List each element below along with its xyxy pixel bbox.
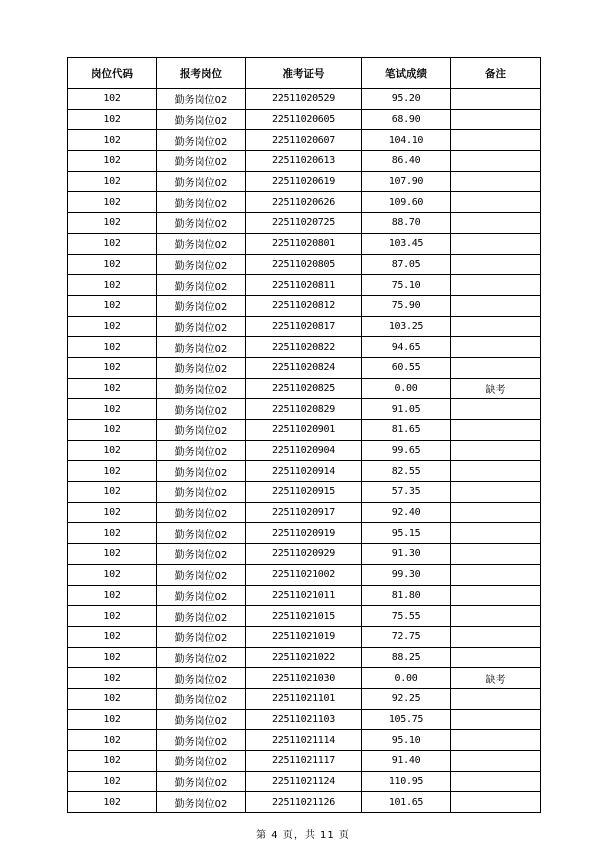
table-row	[68, 730, 541, 751]
cell-remarks	[451, 688, 541, 709]
cell-applied-position: 勤务岗位02	[157, 461, 246, 482]
cell-applied-position: 勤务岗位02	[157, 275, 246, 296]
cell-remarks	[451, 709, 541, 730]
table-row	[68, 130, 541, 151]
cell-admission-number: 22511020801	[246, 233, 362, 254]
cell-admission-number: 22511020825	[246, 378, 362, 399]
cell-applied-position: 勤务岗位02	[157, 130, 246, 151]
cell-applied-position: 勤务岗位02	[157, 295, 246, 316]
page-number-footer: 第 4 页，共 11 页	[256, 830, 350, 841]
cell-remarks: 缺考	[451, 668, 541, 689]
table-row	[68, 357, 541, 378]
cell-written-score: 81.80	[362, 585, 451, 606]
cell-remarks	[451, 771, 541, 792]
header-remarks: 备注	[451, 58, 541, 89]
cell-admission-number: 22511020817	[246, 316, 362, 337]
cell-written-score: 104.10	[362, 130, 451, 151]
cell-written-score: 95.15	[362, 523, 451, 544]
cell-admission-number: 22511020929	[246, 544, 362, 565]
cell-position-code: 102	[68, 688, 157, 709]
cell-remarks: 缺考	[451, 378, 541, 399]
cell-applied-position: 勤务岗位02	[157, 378, 246, 399]
cell-applied-position: 勤务岗位02	[157, 109, 246, 130]
cell-position-code: 102	[68, 502, 157, 523]
cell-remarks	[451, 89, 541, 110]
cell-written-score: 57.35	[362, 482, 451, 503]
cell-written-score: 94.65	[362, 337, 451, 358]
cell-applied-position: 勤务岗位02	[157, 192, 246, 213]
exam-scores-table	[67, 57, 541, 813]
cell-position-code: 102	[68, 275, 157, 296]
cell-position-code: 102	[68, 316, 157, 337]
cell-written-score: 92.25	[362, 688, 451, 709]
cell-written-score: 99.30	[362, 564, 451, 585]
cell-applied-position: 勤务岗位02	[157, 751, 246, 772]
cell-admission-number: 22511020901	[246, 420, 362, 441]
cell-position-code: 102	[68, 89, 157, 110]
table-row	[68, 440, 541, 461]
cell-applied-position: 勤务岗位02	[157, 89, 246, 110]
cell-applied-position: 勤务岗位02	[157, 688, 246, 709]
table-row	[68, 399, 541, 420]
cell-admission-number: 22511020605	[246, 109, 362, 130]
cell-position-code: 102	[68, 668, 157, 689]
cell-admission-number: 22511020915	[246, 482, 362, 503]
cell-written-score: 82.55	[362, 461, 451, 482]
table-row	[68, 544, 541, 565]
cell-remarks	[451, 626, 541, 647]
table-body	[68, 89, 541, 813]
cell-admission-number: 22511021117	[246, 751, 362, 772]
cell-written-score: 95.20	[362, 89, 451, 110]
cell-applied-position: 勤务岗位02	[157, 709, 246, 730]
table-row	[68, 295, 541, 316]
table-row	[68, 89, 541, 110]
cell-written-score: 87.05	[362, 254, 451, 275]
cell-written-score: 86.40	[362, 151, 451, 172]
cell-position-code: 102	[68, 440, 157, 461]
cell-admission-number: 22511020811	[246, 275, 362, 296]
cell-admission-number: 22511020917	[246, 502, 362, 523]
header-admission-number: 准考证号	[246, 58, 362, 89]
table-row	[68, 771, 541, 792]
cell-remarks	[451, 420, 541, 441]
cell-remarks	[451, 523, 541, 544]
table-row	[68, 564, 541, 585]
cell-written-score: 75.10	[362, 275, 451, 296]
cell-remarks	[451, 585, 541, 606]
cell-remarks	[451, 254, 541, 275]
table-row	[68, 626, 541, 647]
cell-applied-position: 勤务岗位02	[157, 730, 246, 751]
table-row	[68, 523, 541, 544]
table-row	[68, 275, 541, 296]
cell-remarks	[451, 461, 541, 482]
cell-written-score: 75.90	[362, 295, 451, 316]
cell-position-code: 102	[68, 109, 157, 130]
cell-applied-position: 勤务岗位02	[157, 337, 246, 358]
cell-admission-number: 22511021011	[246, 585, 362, 606]
cell-remarks	[451, 151, 541, 172]
cell-position-code: 102	[68, 564, 157, 585]
cell-written-score: 95.10	[362, 730, 451, 751]
table-row	[68, 378, 541, 399]
cell-position-code: 102	[68, 647, 157, 668]
cell-admission-number: 22511021124	[246, 771, 362, 792]
cell-remarks	[451, 647, 541, 668]
cell-written-score: 109.60	[362, 192, 451, 213]
cell-applied-position: 勤务岗位02	[157, 482, 246, 503]
cell-position-code: 102	[68, 606, 157, 627]
cell-remarks	[451, 544, 541, 565]
cell-written-score: 72.75	[362, 626, 451, 647]
cell-applied-position: 勤务岗位02	[157, 399, 246, 420]
cell-position-code: 102	[68, 130, 157, 151]
cell-position-code: 102	[68, 357, 157, 378]
cell-admission-number: 22511020725	[246, 213, 362, 234]
table-row	[68, 254, 541, 275]
cell-position-code: 102	[68, 771, 157, 792]
cell-applied-position: 勤务岗位02	[157, 606, 246, 627]
cell-admission-number: 22511020829	[246, 399, 362, 420]
cell-position-code: 102	[68, 171, 157, 192]
cell-applied-position: 勤务岗位02	[157, 544, 246, 565]
header-written-score: 笔试成绩	[362, 58, 451, 89]
cell-remarks	[451, 337, 541, 358]
cell-written-score: 107.90	[362, 171, 451, 192]
cell-position-code: 102	[68, 213, 157, 234]
cell-applied-position: 勤务岗位02	[157, 668, 246, 689]
cell-admission-number: 22511020812	[246, 295, 362, 316]
cell-position-code: 102	[68, 730, 157, 751]
cell-remarks	[451, 606, 541, 627]
cell-applied-position: 勤务岗位02	[157, 254, 246, 275]
cell-written-score: 91.05	[362, 399, 451, 420]
table-header-row	[68, 58, 541, 89]
cell-written-score: 101.65	[362, 792, 451, 813]
cell-applied-position: 勤务岗位02	[157, 771, 246, 792]
cell-position-code: 102	[68, 792, 157, 813]
cell-admission-number: 22511020914	[246, 461, 362, 482]
cell-admission-number: 22511020626	[246, 192, 362, 213]
cell-written-score: 99.65	[362, 440, 451, 461]
cell-remarks	[451, 192, 541, 213]
cell-written-score: 81.65	[362, 420, 451, 441]
table-row	[68, 151, 541, 172]
table-row	[68, 709, 541, 730]
cell-written-score: 110.95	[362, 771, 451, 792]
table-row	[68, 606, 541, 627]
cell-remarks	[451, 295, 541, 316]
cell-position-code: 102	[68, 751, 157, 772]
cell-position-code: 102	[68, 482, 157, 503]
table-row	[68, 192, 541, 213]
cell-remarks	[451, 275, 541, 296]
cell-written-score: 60.55	[362, 357, 451, 378]
cell-applied-position: 勤务岗位02	[157, 585, 246, 606]
header-position-code: 岗位代码	[68, 58, 157, 89]
cell-written-score: 91.30	[362, 544, 451, 565]
cell-remarks	[451, 751, 541, 772]
cell-remarks	[451, 440, 541, 461]
cell-admission-number: 22511020919	[246, 523, 362, 544]
cell-position-code: 102	[68, 626, 157, 647]
table-row	[68, 751, 541, 772]
cell-remarks	[451, 109, 541, 130]
cell-remarks	[451, 316, 541, 337]
cell-written-score: 92.40	[362, 502, 451, 523]
cell-admission-number: 22511021114	[246, 730, 362, 751]
cell-written-score: 88.25	[362, 647, 451, 668]
cell-applied-position: 勤务岗位02	[157, 151, 246, 172]
table-row	[68, 461, 541, 482]
cell-admission-number: 22511021022	[246, 647, 362, 668]
cell-remarks	[451, 730, 541, 751]
cell-position-code: 102	[68, 295, 157, 316]
cell-remarks	[451, 399, 541, 420]
cell-written-score: 0.00	[362, 668, 451, 689]
cell-position-code: 102	[68, 151, 157, 172]
header-applied-position: 报考岗位	[157, 58, 246, 89]
cell-admission-number: 22511020529	[246, 89, 362, 110]
cell-position-code: 102	[68, 523, 157, 544]
table-row	[68, 233, 541, 254]
cell-admission-number: 22511020619	[246, 171, 362, 192]
cell-written-score: 0.00	[362, 378, 451, 399]
table-row	[68, 316, 541, 337]
cell-position-code: 102	[68, 585, 157, 606]
cell-written-score: 91.40	[362, 751, 451, 772]
cell-position-code: 102	[68, 337, 157, 358]
cell-admission-number: 22511021101	[246, 688, 362, 709]
cell-admission-number: 22511021002	[246, 564, 362, 585]
table-row	[68, 420, 541, 441]
cell-written-score: 103.25	[362, 316, 451, 337]
cell-remarks	[451, 564, 541, 585]
cell-applied-position: 勤务岗位02	[157, 502, 246, 523]
cell-remarks	[451, 171, 541, 192]
table-row	[68, 668, 541, 689]
cell-position-code: 102	[68, 709, 157, 730]
cell-position-code: 102	[68, 420, 157, 441]
table-row	[68, 585, 541, 606]
cell-admission-number: 22511021030	[246, 668, 362, 689]
cell-applied-position: 勤务岗位02	[157, 213, 246, 234]
cell-remarks	[451, 482, 541, 503]
cell-written-score: 105.75	[362, 709, 451, 730]
table-row	[68, 502, 541, 523]
cell-applied-position: 勤务岗位02	[157, 647, 246, 668]
cell-applied-position: 勤务岗位02	[157, 626, 246, 647]
cell-written-score: 88.70	[362, 213, 451, 234]
cell-applied-position: 勤务岗位02	[157, 792, 246, 813]
table-row	[68, 109, 541, 130]
cell-applied-position: 勤务岗位02	[157, 564, 246, 585]
cell-position-code: 102	[68, 192, 157, 213]
cell-remarks	[451, 357, 541, 378]
cell-admission-number: 22511020607	[246, 130, 362, 151]
cell-admission-number: 22511020824	[246, 357, 362, 378]
table-row	[68, 792, 541, 813]
cell-applied-position: 勤务岗位02	[157, 233, 246, 254]
cell-position-code: 102	[68, 544, 157, 565]
cell-admission-number: 22511020904	[246, 440, 362, 461]
cell-admission-number: 22511021015	[246, 606, 362, 627]
cell-position-code: 102	[68, 233, 157, 254]
cell-admission-number: 22511021103	[246, 709, 362, 730]
cell-admission-number: 22511021126	[246, 792, 362, 813]
cell-remarks	[451, 213, 541, 234]
table-row	[68, 482, 541, 503]
table-row	[68, 171, 541, 192]
table-row	[68, 213, 541, 234]
cell-admission-number: 22511020805	[246, 254, 362, 275]
cell-admission-number: 22511020822	[246, 337, 362, 358]
cell-admission-number: 22511021019	[246, 626, 362, 647]
cell-applied-position: 勤务岗位02	[157, 171, 246, 192]
cell-position-code: 102	[68, 399, 157, 420]
cell-written-score: 75.55	[362, 606, 451, 627]
cell-applied-position: 勤务岗位02	[157, 420, 246, 441]
cell-applied-position: 勤务岗位02	[157, 316, 246, 337]
cell-written-score: 68.90	[362, 109, 451, 130]
cell-remarks	[451, 233, 541, 254]
cell-position-code: 102	[68, 254, 157, 275]
cell-position-code: 102	[68, 461, 157, 482]
table-row	[68, 688, 541, 709]
cell-remarks	[451, 792, 541, 813]
cell-admission-number: 22511020613	[246, 151, 362, 172]
cell-remarks	[451, 130, 541, 151]
cell-position-code: 102	[68, 378, 157, 399]
cell-written-score: 103.45	[362, 233, 451, 254]
table-row	[68, 337, 541, 358]
cell-applied-position: 勤务岗位02	[157, 440, 246, 461]
cell-remarks	[451, 502, 541, 523]
table-row	[68, 647, 541, 668]
cell-applied-position: 勤务岗位02	[157, 357, 246, 378]
cell-applied-position: 勤务岗位02	[157, 523, 246, 544]
